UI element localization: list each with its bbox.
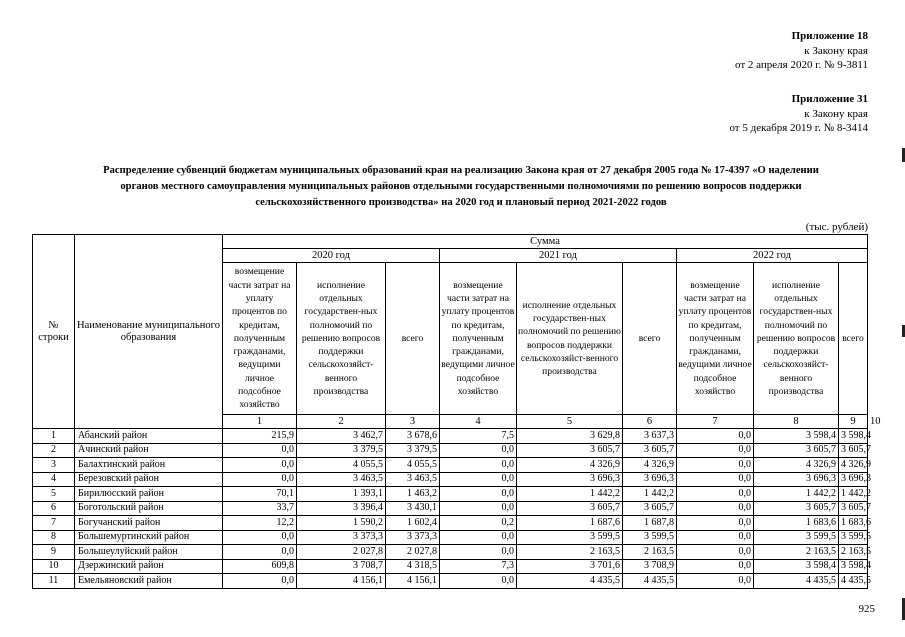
- amount-cell: 3 605,7: [839, 501, 868, 516]
- subheader-total-2022: всего: [839, 263, 868, 415]
- amount-cell: 3 701,6: [517, 559, 623, 574]
- amount-cell: 3 599,5: [517, 530, 623, 545]
- amount-cell: 3 373,3: [297, 530, 386, 545]
- subheader-interest-2021: возмещение части затрат на уплату процентов по кредитам, полученным гражданами, ведущими личное подсобное хозяйство: [440, 263, 517, 415]
- municipality-name: Бирилюсский район: [75, 487, 223, 502]
- appendix-31-date: от 5 декабря 2019 г. № 8-3414: [729, 122, 868, 134]
- municipality-name: Балахтинский район: [75, 458, 223, 473]
- amount-cell: 4 435,5: [517, 574, 623, 589]
- amount-cell: 0,0: [440, 487, 517, 502]
- column-index-2: 2: [297, 415, 386, 429]
- amount-cell: 3 696,3: [517, 472, 623, 487]
- unit-label: (тыс. рублей): [805, 221, 868, 233]
- amount-cell: 4 318,5: [386, 559, 440, 574]
- subheader-powers-2021: исполнение отдельных государствен-ных полномочий по решению вопросов поддержки сельскохозяйст-венного производства: [517, 263, 623, 415]
- amount-cell: 0,0: [440, 545, 517, 560]
- title-line-1: Распределение субвенций бюджетам муниципальных образований края на реализацию Закона края от 27 декабря 2005 года № 17-4397 «О наделении: [103, 165, 819, 176]
- table-row: [33, 530, 868, 545]
- amount-cell: 3 598,4: [839, 429, 868, 444]
- amount-cell: 0,0: [677, 559, 754, 574]
- amount-cell: 3 605,7: [517, 501, 623, 516]
- amount-cell: 1 590,2: [297, 516, 386, 531]
- amount-cell: 3 605,7: [839, 443, 868, 458]
- amount-cell: 4 326,9: [517, 458, 623, 473]
- amount-cell: 0,0: [677, 530, 754, 545]
- amount-cell: 4 156,1: [297, 574, 386, 589]
- amount-cell: 3 629,8: [517, 429, 623, 444]
- appendix-18-title: Приложение 18: [791, 30, 868, 42]
- amount-cell: 0,0: [440, 501, 517, 516]
- table-row: [33, 443, 868, 458]
- amount-cell: 0,0: [440, 443, 517, 458]
- amount-cell: 4 435,5: [623, 574, 677, 589]
- amount-cell: 0,0: [440, 472, 517, 487]
- table-row: [33, 501, 868, 516]
- amount-cell: 0,0: [440, 574, 517, 589]
- title-line-2: органов местного самоуправления муниципальных районов отдельными государственными полномочиями по решению вопросов поддержки: [120, 181, 802, 192]
- amount-cell: 0,0: [223, 458, 297, 473]
- municipality-name: Абанский район: [75, 429, 223, 444]
- subsidy-table: [32, 234, 881, 589]
- subheader-total-2021: всего: [623, 263, 677, 415]
- amount-cell: 3 396,4: [297, 501, 386, 516]
- amount-cell: 4 055,5: [297, 458, 386, 473]
- amount-cell: 4 326,9: [623, 458, 677, 473]
- amount-cell: 3 605,7: [517, 443, 623, 458]
- amount-cell: 3 605,7: [754, 501, 839, 516]
- amount-cell: 2 163,5: [517, 545, 623, 560]
- amount-cell: 0,0: [223, 443, 297, 458]
- amount-cell: 3 696,3: [754, 472, 839, 487]
- amount-cell: 4 156,1: [386, 574, 440, 589]
- amount-cell: 3 463,5: [297, 472, 386, 487]
- amount-cell: 0,0: [677, 516, 754, 531]
- amount-cell: 1 463,2: [386, 487, 440, 502]
- amount-cell: 0,0: [677, 443, 754, 458]
- amount-cell: 1 442,2: [754, 487, 839, 502]
- amount-cell: 0,0: [677, 501, 754, 516]
- amount-cell: 3 598,4: [754, 429, 839, 444]
- subheader-total-2020: всего: [386, 263, 440, 415]
- amount-cell: 7,3: [440, 559, 517, 574]
- amount-cell: 3 696,3: [623, 472, 677, 487]
- col-header-sum: Сумма: [223, 235, 868, 249]
- amount-cell: 0,0: [677, 574, 754, 589]
- table-row: [33, 458, 868, 473]
- subheader-interest-2022: возмещение части затрат на уплату процентов по кредитам, полученным гражданами, ведущими личное подсобное хозяйство: [677, 263, 754, 415]
- row-number: 7: [33, 516, 75, 531]
- row-number: 5: [33, 487, 75, 502]
- amount-cell: 0,0: [677, 472, 754, 487]
- appendix-18-date: от 2 апреля 2020 г. № 9-3811: [735, 59, 868, 71]
- amount-cell: 3 462,7: [297, 429, 386, 444]
- amount-cell: 0,0: [223, 472, 297, 487]
- amount-cell: 0,0: [440, 530, 517, 545]
- appendix-18-law-ref: к Закону края: [804, 44, 868, 57]
- column-index-6: 6: [623, 415, 677, 429]
- amount-cell: 4 055,5: [386, 458, 440, 473]
- title-line-3: сельскохозяйственного производства» на 2020 год и плановый период 2021-2022 годов: [255, 197, 667, 208]
- column-index-5: 5: [517, 415, 623, 429]
- year-header-2020: 2020 год: [223, 249, 440, 263]
- column-index-9: 9: [839, 415, 868, 429]
- subheader-powers-2022: исполнение отдельных государствен-ных полномочий по решению вопросов поддержки сельскохозяйст-венного производства: [754, 263, 839, 415]
- column-index-8: 8: [754, 415, 839, 429]
- row-number: 3: [33, 458, 75, 473]
- municipality-name: Богучанский район: [75, 516, 223, 531]
- column-index-row: 1 2 3 4 5 6 7 8 9 10: [33, 415, 868, 429]
- column-index-1: 1: [223, 415, 297, 429]
- column-index-3: 3: [386, 415, 440, 429]
- table-row: [33, 516, 868, 531]
- column-index-7: 7: [677, 415, 754, 429]
- amount-cell: 2 163,5: [623, 545, 677, 560]
- table-body: [33, 429, 871, 589]
- amount-cell: 0,2: [440, 516, 517, 531]
- amount-cell: 215,9: [223, 429, 297, 444]
- amount-cell: 70,1: [223, 487, 297, 502]
- row-number: 2: [33, 443, 75, 458]
- amount-cell: 2 027,8: [297, 545, 386, 560]
- amount-cell: 0,0: [677, 487, 754, 502]
- row-number: 8: [33, 530, 75, 545]
- amount-cell: 0,0: [223, 545, 297, 560]
- municipality-name: Большемуртинский район: [75, 530, 223, 545]
- municipality-name: Ачинский район: [75, 443, 223, 458]
- appendix-31-title: Приложение 31: [791, 93, 868, 105]
- amount-cell: 3 637,3: [623, 429, 677, 444]
- municipality-name: Большеулуйский район: [75, 545, 223, 560]
- amount-cell: 3 708,9: [623, 559, 677, 574]
- amount-cell: 3 379,5: [297, 443, 386, 458]
- amount-cell: 4 435,5: [839, 574, 868, 589]
- amount-cell: 1 683,6: [754, 516, 839, 531]
- table-row: [33, 574, 868, 589]
- amount-cell: 3 430,1: [386, 501, 440, 516]
- amount-cell: 3 463,5: [386, 472, 440, 487]
- appendix-18-block: [735, 29, 868, 73]
- row-number: 6: [33, 501, 75, 516]
- amount-cell: 3 598,4: [839, 559, 868, 574]
- amount-cell: 1 442,2: [623, 487, 677, 502]
- amount-cell: 3 379,5: [386, 443, 440, 458]
- row-number: 1: [33, 429, 75, 444]
- subheader-interest-2020: возмещение части затрат на уплату процентов по кредитам, полученным гражданами, ведущими личное подсобное хозяйство: [223, 263, 297, 415]
- municipality-name: Боготольский район: [75, 501, 223, 516]
- amount-cell: 1 687,6: [517, 516, 623, 531]
- amount-cell: 1 442,2: [839, 487, 868, 502]
- amount-cell: 3 605,7: [623, 443, 677, 458]
- page-number: 925: [858, 603, 875, 615]
- amount-cell: 0,0: [677, 429, 754, 444]
- amount-cell: 3 599,5: [839, 530, 868, 545]
- amount-cell: 1 602,4: [386, 516, 440, 531]
- year-header-2021: 2021 год: [440, 249, 677, 263]
- row-number: 10: [33, 559, 75, 574]
- amount-cell: 3 599,5: [623, 530, 677, 545]
- table-row: [33, 472, 868, 487]
- amount-cell: 1 442,2: [517, 487, 623, 502]
- amount-cell: 3 605,7: [623, 501, 677, 516]
- amount-cell: 2 163,5: [754, 545, 839, 560]
- amount-cell: 2 163,5: [839, 545, 868, 560]
- amount-cell: 0,0: [677, 458, 754, 473]
- appendix-31-block: [729, 92, 868, 136]
- amount-cell: 609,8: [223, 559, 297, 574]
- municipality-name: Дзержинский район: [75, 559, 223, 574]
- amount-cell: 3 696,3: [839, 472, 868, 487]
- table-row: [33, 429, 868, 444]
- amount-cell: 0,0: [677, 545, 754, 560]
- amount-cell: 0,0: [223, 530, 297, 545]
- subheader-powers-2020: исполнение отдельных государствен-ных полномочий по решению вопросов поддержки сельскохозяйст-венного производства: [297, 263, 386, 415]
- amount-cell: 4 326,9: [839, 458, 868, 473]
- amount-cell: 12,2: [223, 516, 297, 531]
- row-number: 9: [33, 545, 75, 560]
- municipality-name: Березовский район: [75, 472, 223, 487]
- column-index-4: 4: [440, 415, 517, 429]
- col-header-no: № строки: [33, 235, 75, 429]
- table-row: [33, 487, 868, 502]
- amount-cell: 7,5: [440, 429, 517, 444]
- col-header-name: Наименование муниципального образования: [75, 235, 223, 429]
- row-number: 11: [33, 574, 75, 589]
- amount-cell: 1 683,6: [839, 516, 868, 531]
- table-row: [33, 559, 868, 574]
- table-row: [33, 545, 868, 560]
- amount-cell: 4 326,9: [754, 458, 839, 473]
- municipality-name: Емельяновский район: [75, 574, 223, 589]
- amount-cell: 4 435,5: [754, 574, 839, 589]
- amount-cell: 3 605,7: [754, 443, 839, 458]
- amount-cell: 3 708,7: [297, 559, 386, 574]
- document-title: [40, 163, 882, 211]
- amount-cell: 3 599,5: [754, 530, 839, 545]
- amount-cell: 0,0: [440, 458, 517, 473]
- amount-cell: 3 598,4: [754, 559, 839, 574]
- row-number: 4: [33, 472, 75, 487]
- amount-cell: 3 373,3: [386, 530, 440, 545]
- amount-cell: 2 027,8: [386, 545, 440, 560]
- amount-cell: 1 393,1: [297, 487, 386, 502]
- amount-cell: 1 687,8: [623, 516, 677, 531]
- year-header-2022: 2022 год: [677, 249, 868, 263]
- amount-cell: 3 678,6: [386, 429, 440, 444]
- amount-cell: 0,0: [223, 574, 297, 589]
- amount-cell: 33,7: [223, 501, 297, 516]
- appendix-31-law-ref: к Закону края: [804, 107, 868, 120]
